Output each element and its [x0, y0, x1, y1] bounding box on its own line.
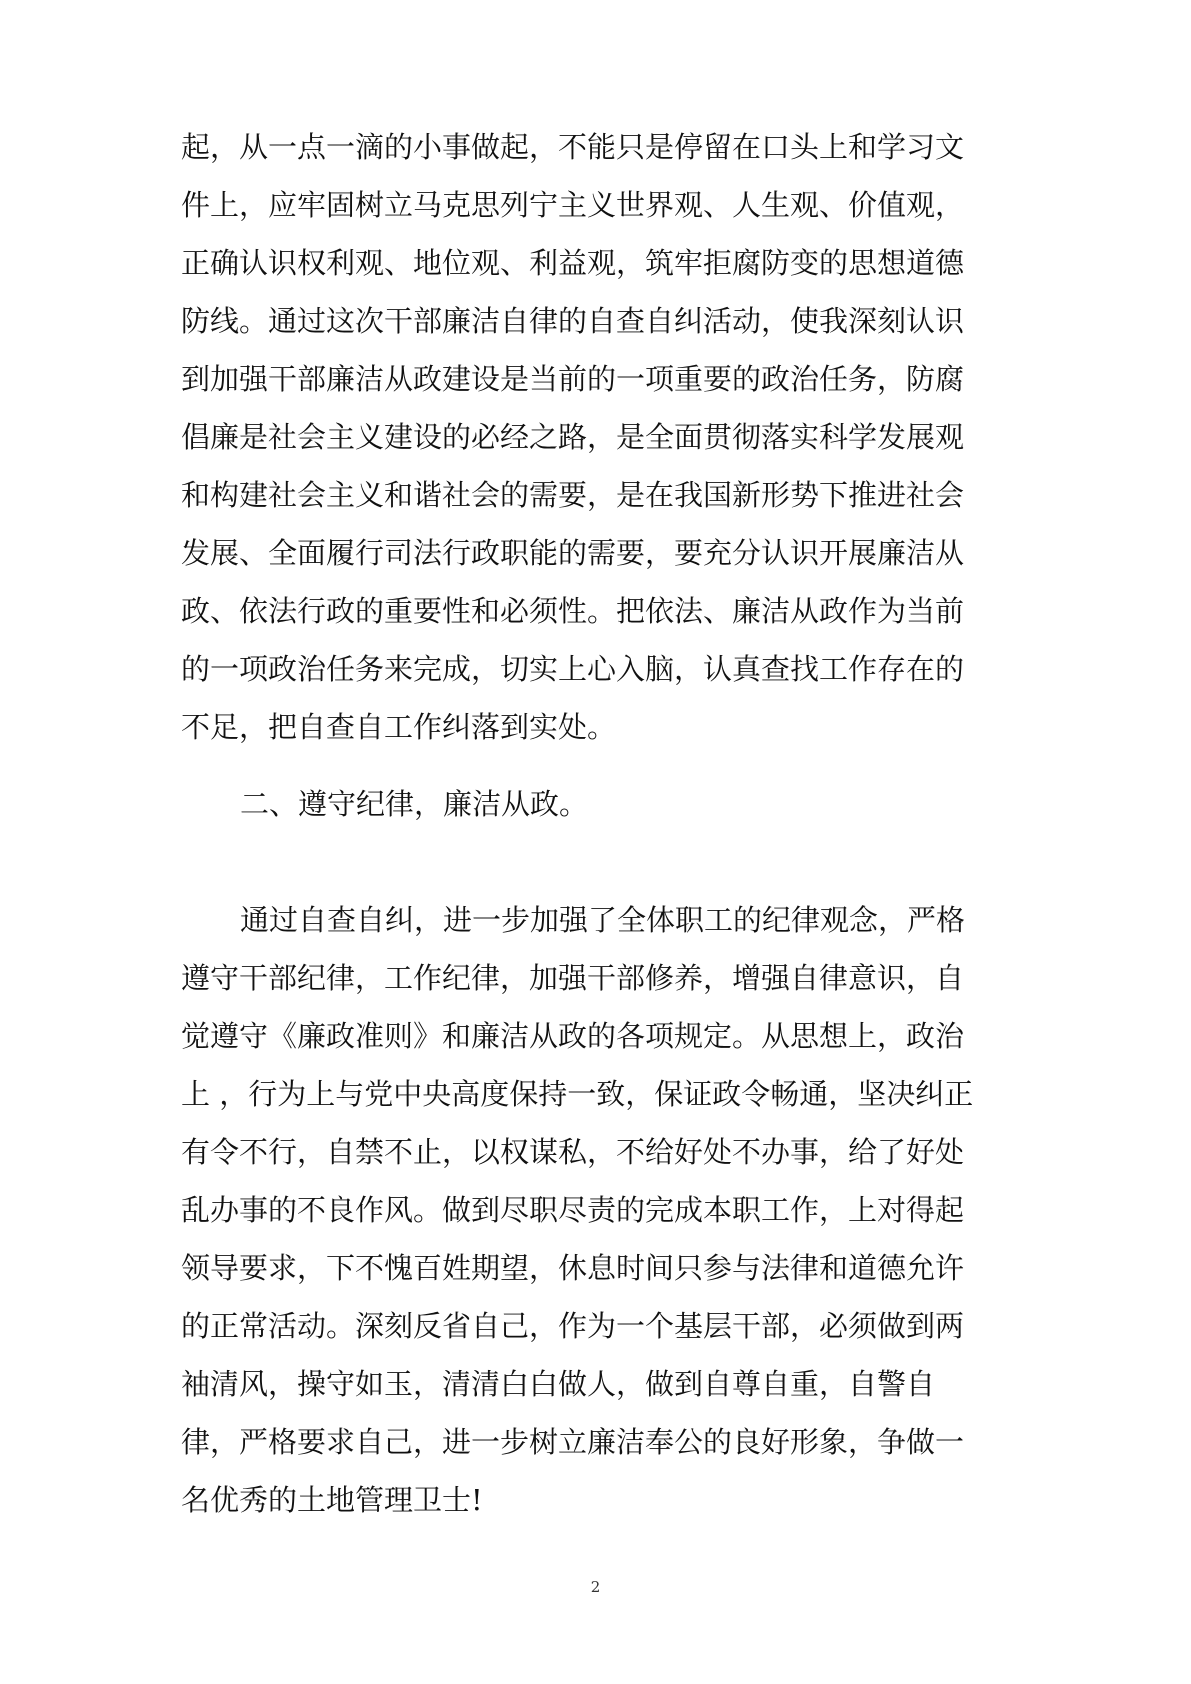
text-line: 发展、全面履行司法行政职能的需要，要充分认识开展廉洁从	[181, 536, 965, 570]
text-line: 乱办事的不良作风。做到尽职尽责的完成本职工作，上对得起	[181, 1193, 965, 1227]
text-line: 的正常活动。深刻反省自己，作为一个基层干部，必须做到两	[181, 1309, 965, 1343]
text-line: 有令不行，自禁不止，以权谋私，不给好处不办事，给了好处	[181, 1135, 965, 1169]
text-line: 觉遵守《廉政准则》和廉洁从政的各项规定。从思想上，政治	[181, 1019, 965, 1053]
page-number: 2	[590, 1578, 601, 1596]
text-line: 律，严格要求自己，进一步树立廉洁奉公的良好形象，争做一	[181, 1425, 965, 1459]
text-line: 起，从一点一滴的小事做起，不能只是停留在口头上和学习文	[181, 130, 965, 164]
text-line: 到加强干部廉洁从政建设是当前的一项重要的政治任务，防腐	[181, 362, 965, 396]
text-line: 倡廉是社会主义建设的必经之路，是全面贯彻落实科学发展观	[181, 420, 965, 454]
text-line: 和构建社会主义和谐社会的需要，是在我国新形势下推进社会	[181, 478, 965, 512]
text-line: 遵守干部纪律，工作纪律，加强干部修养，增强自律意识，自	[181, 961, 965, 995]
text-line: 名优秀的土地管理卫士!	[181, 1483, 483, 1517]
text-line: 正确认识权利观、地位观、利益观，筑牢拒腐防变的思想道德	[181, 246, 965, 280]
text-line: 的一项政治任务来完成，切实上心入脑，认真查找工作存在的	[181, 652, 965, 686]
text-line: 件上，应牢固树立马克思列宁主义世界观、人生观、价值观，	[181, 188, 965, 222]
text-line: 不足，把自查自工作纠落到实处。	[181, 710, 617, 744]
text-line: 政、依法行政的重要性和必须性。把依法、廉洁从政作为当前	[181, 594, 965, 628]
text-line: 领导要求，下不愧百姓期望，休息时间只参与法律和道德允许	[181, 1251, 965, 1285]
text-line: 袖清风，操守如玉，清清白白做人，做到自尊自重，自警自	[181, 1367, 936, 1401]
text-line: 防线。通过这次干部廉洁自律的自查自纠活动，使我深刻认识	[181, 304, 965, 338]
text-line: 上 ，行为上与党中央高度保持一致，保证政令畅通，坚决纠正	[181, 1077, 974, 1111]
text-line: 通过自查自纠，进一步加强了全体职工的纪律观念，严格	[240, 903, 966, 937]
section-heading: 二、遵守纪律，廉洁从政。	[240, 787, 589, 821]
